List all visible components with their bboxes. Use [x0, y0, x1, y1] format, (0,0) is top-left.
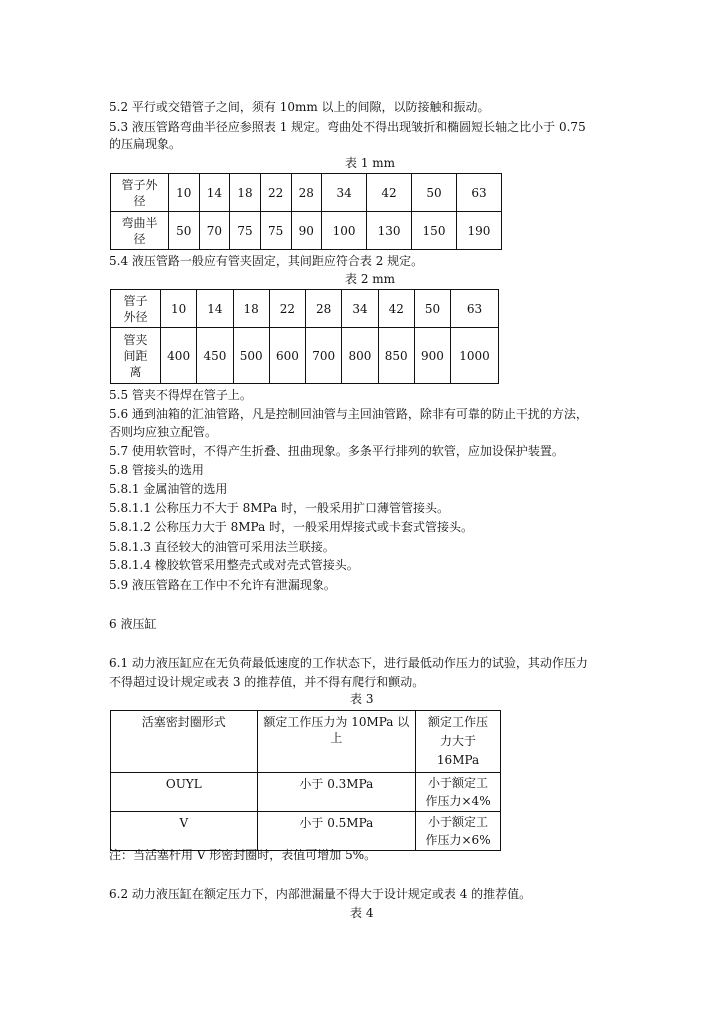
table3-header-16mpa: 额定工作压力大于16MPa [416, 711, 501, 773]
table-cell: 400 [161, 328, 197, 384]
table-cell: 1000 [451, 328, 499, 384]
table-cell: 500 [233, 328, 269, 384]
table3-note: 注：当活塞杆用 V 形密封圈时，表值可增加 5%。 [109, 848, 377, 862]
table-cell: 130 [367, 212, 412, 250]
table4-caption: 表 4 [350, 906, 374, 920]
section-6-heading: 6 液压缸 [109, 617, 157, 631]
table-cell: 50 [412, 174, 457, 212]
table3-header-seal-type: 活塞密封圈形式 [111, 711, 258, 773]
clause-5-4: 5.4 液压管路一般应有管夹固定，其间距应符合表 2 规定。 [109, 254, 424, 268]
clause-5-3-cont: 的压扁现象。 [109, 137, 182, 151]
table-row [111, 212, 502, 250]
table-cell: 10 [161, 290, 197, 328]
table-cell: 22 [269, 290, 305, 328]
table-cell: OUYL [111, 773, 258, 812]
clause-5-8-1-4: 5.8.1.4 橡胶软管采用整壳式或对壳式管接头。 [109, 558, 359, 572]
table-cell: 90 [291, 212, 322, 250]
table2-caption: 表 2 mm [345, 272, 396, 286]
table2-header-spacing: 管夹间距离 [111, 328, 161, 384]
table-cell: 22 [260, 174, 291, 212]
table-row [111, 174, 502, 212]
table-cell: 900 [414, 328, 450, 384]
table-cell: 70 [199, 212, 230, 250]
table-cell: 700 [306, 328, 342, 384]
table-cell: 18 [233, 290, 269, 328]
table-cell: 50 [169, 212, 200, 250]
table1 [110, 173, 502, 250]
table-cell: 34 [342, 290, 378, 328]
table-cell: 450 [197, 328, 233, 384]
table3 [110, 710, 501, 851]
clause-5-8: 5.8 管接头的选用 [109, 463, 204, 477]
table-row [111, 773, 501, 812]
table-cell: 75 [230, 212, 261, 250]
clause-6-1-cont: 不得超过设计规定或表 3 的推荐值，并不得有爬行和颤动。 [109, 675, 425, 689]
clause-5-6-cont: 否则均应独立配管。 [109, 425, 218, 439]
clause-6-1: 6.1 动力液压缸应在无负荷最低速度的工作状态下，进行最低动作压力的试验，其动作压力 [109, 656, 588, 670]
table-cell: 14 [199, 174, 230, 212]
table-cell: 190 [456, 212, 501, 250]
clause-5-7: 5.7 使用软管时，不得产生折叠、扭曲现象。多条平行排列的软管，应加设保护装置。 [109, 444, 564, 458]
clause-5-6: 5.6 通到油箱的汇油管路，凡是控制回油管与主回油管路，除非有可靠的防止干扰的方法， [109, 407, 588, 421]
table-cell: 850 [378, 328, 414, 384]
table-cell: 34 [322, 174, 367, 212]
table1-header-od: 管子外径 [111, 174, 169, 212]
table-cell: 100 [322, 212, 367, 250]
clause-5-8-1-2: 5.8.1.2 公称压力大于 8MPa 时，一般采用焊接式或卡套式管接头。 [109, 520, 474, 534]
table-cell: 50 [414, 290, 450, 328]
table-cell: 800 [342, 328, 378, 384]
table2 [110, 289, 499, 384]
table-cell: 小于 0.3MPa [257, 773, 416, 812]
table1-caption: 表 1 mm [345, 156, 396, 170]
table-cell: 28 [306, 290, 342, 328]
clause-5-8-1: 5.8.1 金属油管的选用 [109, 482, 228, 496]
table-cell: V [111, 812, 258, 851]
clause-6-2: 6.2 动力液压缸在额定压力下，内部泄漏量不得大于设计规定或表 4 的推荐值。 [109, 887, 532, 901]
table-row [111, 812, 501, 851]
table-cell: 14 [197, 290, 233, 328]
table-cell: 小于 0.5MPa [257, 812, 416, 851]
table-cell: 42 [367, 174, 412, 212]
clause-5-5: 5.5 管夹不得焊在管子上。 [109, 388, 252, 402]
table-cell: 小于额定工作压力×4% [416, 773, 501, 812]
table2-header-od: 管子外径 [111, 290, 161, 328]
table-cell: 小于额定工作压力×6% [416, 812, 501, 851]
clause-5-2: 5.2 平行或交错管子之间，须有 10mm 以上的间隙，以防接触和振动。 [109, 100, 490, 114]
table-row [111, 711, 501, 773]
clause-5-3: 5.3 液压管路弯曲半径应参照表 1 规定。弯曲处不得出现皱折和椭圆短长轴之比小于 0.75 [109, 120, 586, 134]
table-row [111, 290, 499, 328]
table-cell: 63 [451, 290, 499, 328]
table3-header-10mpa: 额定工作压力为 10MPa 以上 [257, 711, 416, 773]
table-cell: 28 [291, 174, 322, 212]
table-cell: 150 [412, 212, 457, 250]
clause-5-9: 5.9 液压管路在工作中不允许有泄漏现象。 [109, 578, 336, 592]
clause-5-8-1-1: 5.8.1.1 公称压力不大于 8MPa 时，一般采用扩口薄管管接头。 [109, 501, 450, 515]
table-cell: 42 [378, 290, 414, 328]
table3-caption: 表 3 [350, 692, 374, 706]
table-cell: 600 [269, 328, 305, 384]
table-cell: 10 [169, 174, 200, 212]
clause-5-8-1-3: 5.8.1.3 直径较大的油管可采用法兰联接。 [109, 540, 335, 554]
table1-header-radius: 弯曲半径 [111, 212, 169, 250]
table-row [111, 328, 499, 384]
table-cell: 18 [230, 174, 261, 212]
table-cell: 63 [456, 174, 501, 212]
table-cell: 75 [260, 212, 291, 250]
